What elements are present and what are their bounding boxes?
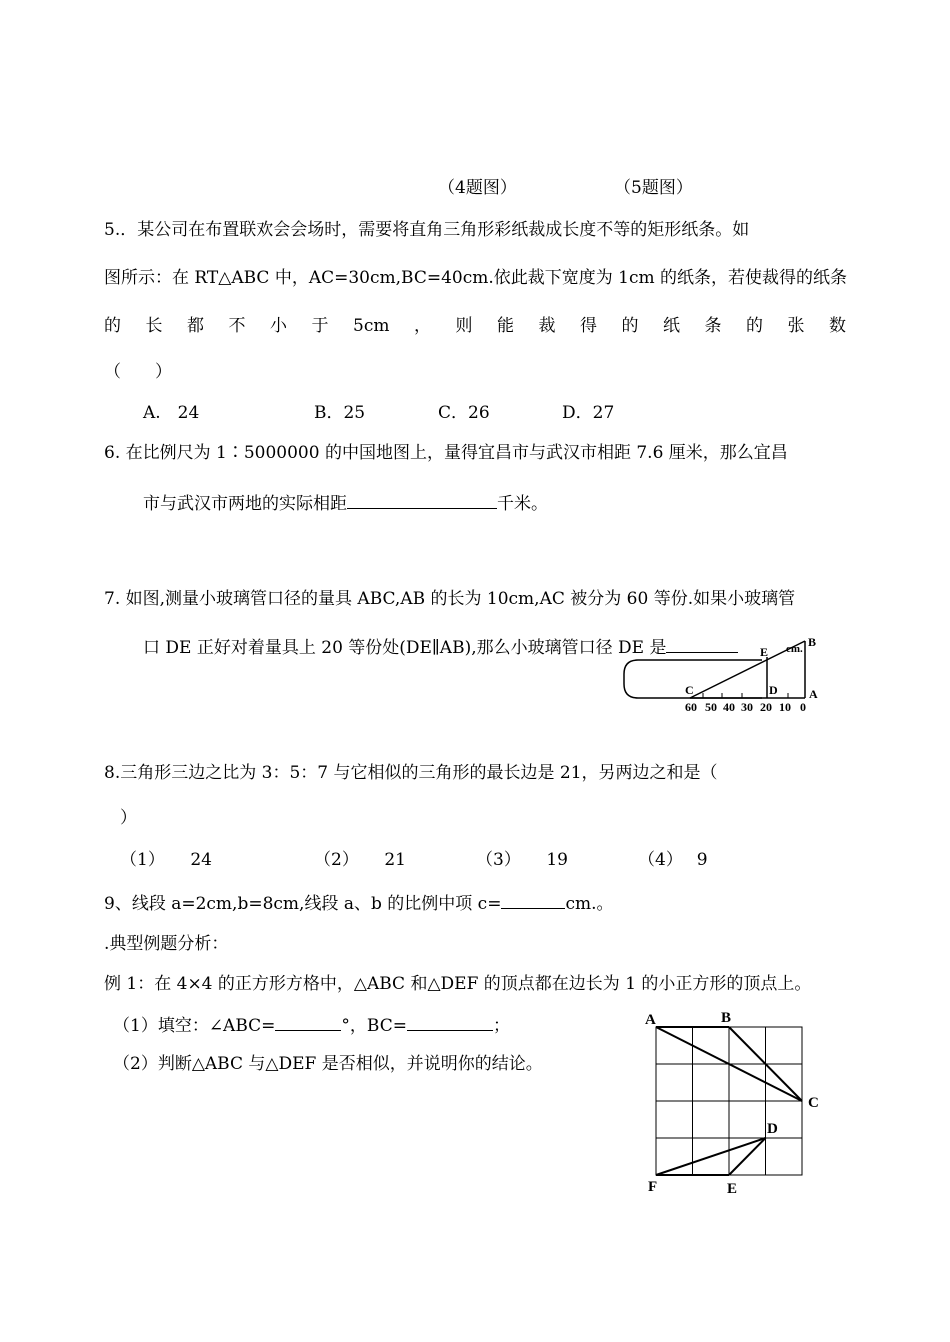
q6-answer-blank[interactable] <box>347 490 497 509</box>
triangle-def <box>656 1138 766 1175</box>
q8-option-1: （1） 24 <box>120 850 212 870</box>
q5-option-d: D．27 <box>562 403 615 423</box>
vertex-label-c: C <box>808 1095 819 1111</box>
vertex-label-b: B <box>721 1010 732 1026</box>
tick-label-50: 50 <box>705 700 717 714</box>
vertex-label-a: A <box>645 1012 656 1028</box>
q9-line: 9、线段 a=2cm,b=8cm,线段 a、b 的比例中项 c= cm.。 <box>104 890 614 916</box>
q5-option-a: A. 24 <box>143 403 200 423</box>
q5-option-b: B．25 <box>314 403 366 423</box>
q5-line-2: 图所示：在 RT△ABC 中，AC=30cm,BC=40cm.依此裁下宽度为 1cm 的纸条，若使裁得的纸条 <box>104 268 848 288</box>
q6-line-2: 市与武汉市两地的实际相距 千米。 <box>143 490 548 516</box>
q5-answer-paren: （ ） <box>104 362 172 382</box>
label-e: E <box>760 645 769 659</box>
q8-option-4: （4） 9 <box>638 850 708 870</box>
square-grid <box>656 1027 802 1175</box>
q5-line-3: 的 长 都 不 小 于 5cm ， 则 能 裁 得 的 纸 条 的 张 数 <box>104 316 846 336</box>
example-1-q1: （1）填空：∠ABC= °，BC= ； <box>113 1012 510 1038</box>
label-cm: cm. <box>786 643 803 655</box>
q5-line-1: 5.．某公司在布置联欢会会场时，需要将直角三角形彩纸裁成长度不等的矩形纸条。如 <box>104 220 750 240</box>
tick-label-60: 60 <box>685 700 697 714</box>
tick-label-10: 10 <box>779 700 791 714</box>
figure-5-caption: （5题图） <box>614 178 693 198</box>
q7-line-2: 口 DE 正好对着量具上 20 等份处(DE∥AB),那么小玻璃管口径 DE 是 <box>143 634 738 660</box>
tick-label-40: 40 <box>723 700 735 714</box>
angle-abc-blank[interactable] <box>275 1012 341 1031</box>
figure-4-caption: （4题图） <box>438 178 517 198</box>
q8-line-2: ） <box>120 808 137 828</box>
label-a: A <box>809 687 818 701</box>
q7-line-1: 7. 如图,测量小玻璃管口径的量具 ABC,AB 的长为 10cm,AC 被分为 60 等份.如果小玻璃管 <box>104 589 796 609</box>
q8-line-1: 8.三角形三边之比为 3：5：7 与它相似的三角形的最长边是 21，另两边之和是（ <box>104 763 718 783</box>
grid-triangles-figure <box>640 1005 830 1205</box>
section-heading: .典型例题分析： <box>104 934 229 954</box>
tick-label-20: 20 <box>760 700 772 714</box>
vertex-label-e: E <box>727 1181 738 1197</box>
q6-line-1: 6. 在比例尺为 1∶5000000 的中国地图上，量得宜昌市与武汉市相距 7.6 厘米，那么宜昌 <box>104 443 788 463</box>
q5-option-c: C．26 <box>438 403 490 423</box>
label-d: D <box>769 683 778 697</box>
bc-length-blank[interactable] <box>407 1012 493 1031</box>
tick-label-0: 0 <box>800 700 806 714</box>
example-1-line: 例 1：在 4×4 的正方形方格中，△ABC 和△DEF 的顶点都在边长为 1 的小正方形的顶点上。 <box>104 974 812 994</box>
vertex-label-d: D <box>767 1121 778 1137</box>
q8-option-3: （3） 19 <box>476 850 568 870</box>
label-b: B <box>808 635 817 649</box>
q9-answer-blank[interactable] <box>501 890 565 909</box>
q7-measuring-tool-figure <box>612 630 832 716</box>
tick-label-30: 30 <box>741 700 753 714</box>
label-c: C <box>685 683 694 697</box>
example-1-q2: （2）判断△ABC 与△DEF 是否相似，并说明你的结论。 <box>113 1054 543 1074</box>
q8-option-2: （2） 21 <box>314 850 406 870</box>
vertex-label-f: F <box>648 1179 658 1195</box>
